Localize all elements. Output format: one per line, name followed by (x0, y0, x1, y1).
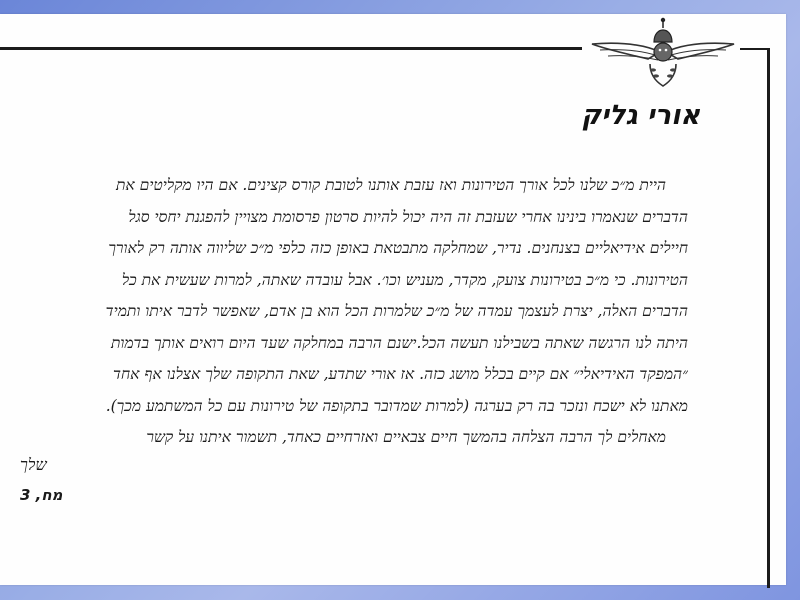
frame-right-border (767, 48, 770, 588)
letter-body-line: הדברים שנאמרו בינינו אחרי שעזבת זה היה יכול להיות סרטון פרסומת מצויין להפגנת יחסי סגל (128, 207, 688, 226)
letter-body-line: מאחלים לך הרבה הצלחה בהמשך חיים צבאיים ואזרחיים כאחד, תשמור איתנו על קשר (146, 428, 666, 446)
letter-signature: מח, 3 (20, 486, 63, 504)
letter-body-line: הדברים האלה, יצרת לעצמך עמדה של מ״כ שלמרות הכל הוא בן אדם, שאפשר לדבר איתו ותמיד (105, 302, 688, 320)
letter-body-line: הטירונות. כי מ״כ בטירונות צועק, מקדר, מעניש וכו׳. אבל עובדה שאתה, למרות שעשית את כל (121, 270, 688, 289)
frame-top-right-border (740, 48, 770, 50)
frame-top-border (0, 47, 582, 50)
letter-closing: שלך (20, 455, 47, 474)
letter-body-line: היית מ״כ שלנו לכל אורך הטירונות ואז עזבת אותנו לטובת קורס קצינים. אם היו מקליטים את (115, 176, 666, 194)
letter-title: אורי גליק (581, 100, 700, 131)
letter-body-line: ״המפקד האידיאלי״ אם קיים בכלל מושג כזה. אז אורי שתדע, שאת התקופה שלך אצלנו אף אחד (112, 365, 688, 383)
letter-body-line: מאתנו לא ישכח ונזכר בה רק בערגה (למרות שמדובר בתקופה של טירונות עם כל המשתמע מכך). (105, 396, 688, 415)
letter-body-line: חיילים אידיאליים בצנחנים. נדיר, שמחלקה מתבטאת באופן כזה כלפי מ״כ שליווה אותה רק לאורך (108, 239, 688, 257)
letter-body-line: היתה לנו הרגשה שאתה בשבילנו תעשה הכל.ישנם הרבה במחלקה שעד היום רואים אותך בדמות (110, 333, 688, 352)
paratroopers-wings-emblem-icon (588, 4, 738, 94)
letter-body (40, 170, 688, 454)
